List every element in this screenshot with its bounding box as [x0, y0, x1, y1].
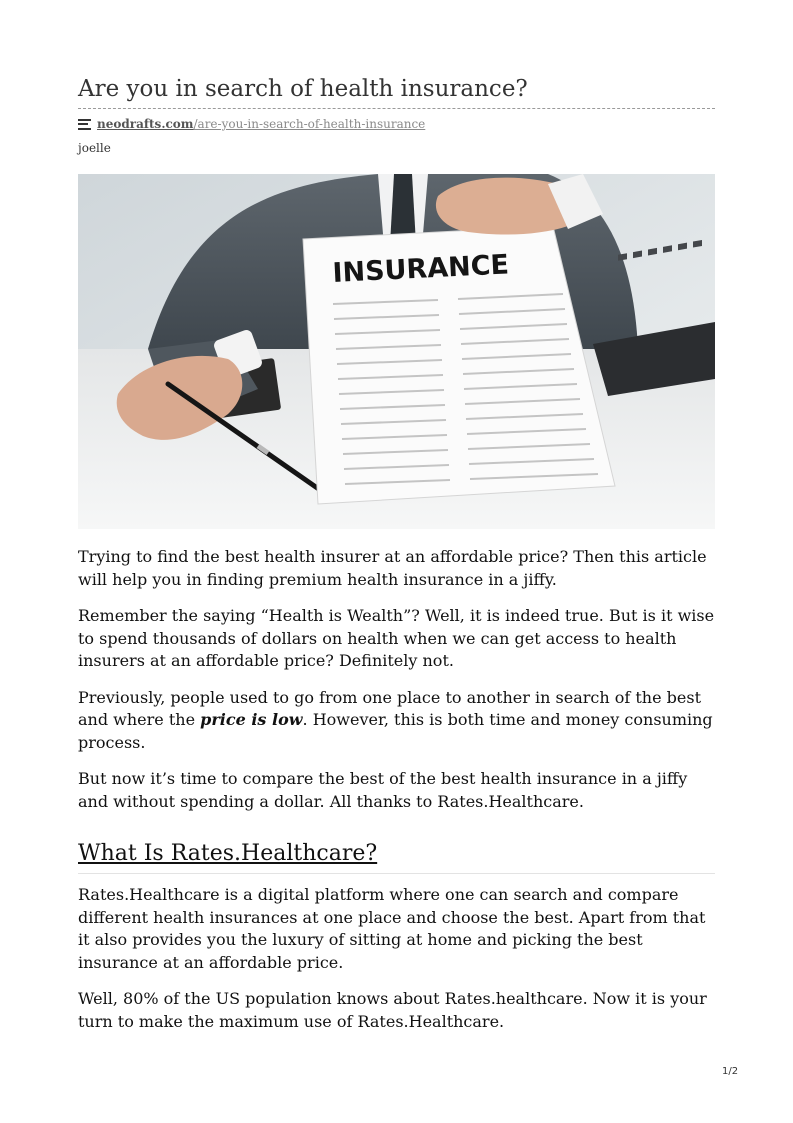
paragraph	[78, 687, 715, 755]
paragraph: Trying to find the best health insurer at an affordable price? Then this article will help you in finding premium health insurance in a jiffy.	[78, 547, 707, 589]
title-divider	[78, 108, 715, 109]
paragraph: But now it’s time to compare the best of the best health insurance in a jiffy and without spending a dollar. All thanks to Rates.Healthcare.	[78, 769, 688, 811]
page-title: Are you in search of health insurance?	[78, 76, 528, 102]
section-heading-link[interactable]: What Is Rates.Healthcare?	[78, 841, 378, 866]
paper-heading: INSURANCE	[331, 249, 510, 289]
paragraph: Remember the saying “Health is Wealth”? Well, it is indeed true. But is it wise to spend thousands of dollars on health when we can get access to health insurers at an affordable price? Definitely not.	[78, 606, 715, 670]
paragraph-text: Previously, people used to go from one place to another in search of the best and where the	[78, 687, 702, 729]
source-line	[78, 115, 425, 133]
article-body	[78, 546, 715, 1047]
paragraph-text: . However, this is both time and money consuming process.	[78, 710, 713, 752]
emphasis-text: price is low	[200, 710, 303, 729]
insurance-document-photo	[78, 174, 715, 529]
page-number: 1/2	[722, 1066, 739, 1077]
menu-icon	[78, 119, 91, 130]
source-path-link[interactable]: /are-you-in-search-of-health-insurance	[193, 117, 426, 131]
source-domain-link[interactable]: neodrafts.com	[97, 117, 194, 131]
hero-image	[78, 174, 715, 529]
author-name: joelle	[78, 141, 111, 155]
paragraph: Rates.Healthcare is a digital platform where one can search and compare different health insurances at one place and choose the best. Apart from that it also provides you the luxury of sitting at home and picking the best insurance at an affordable price.	[78, 885, 706, 972]
paragraph: Well, 80% of the US population knows about Rates.healthcare. Now it is your turn to make the maximum use of Rates.Healthcare.	[78, 989, 707, 1031]
section-heading[interactable]	[78, 841, 715, 874]
